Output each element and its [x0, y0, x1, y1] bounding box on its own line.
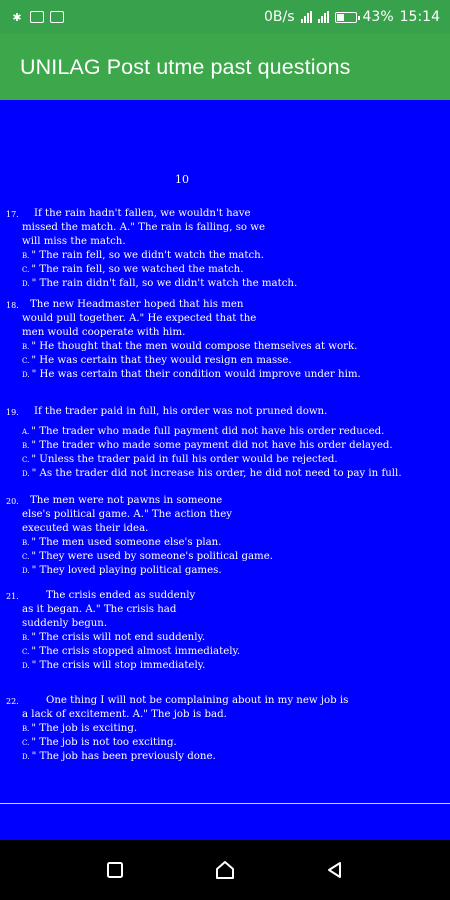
answer-option [22, 659, 240, 673]
question-text-line: The crisis ended as suddenly [46, 590, 196, 601]
option-letter: D. [22, 567, 30, 575]
answer-option [22, 564, 273, 578]
answer-option [22, 750, 348, 764]
option-letter: C. [22, 553, 30, 561]
option-letter: C. [22, 357, 30, 365]
option-letter: B. [22, 252, 30, 260]
option-letter: B. [22, 442, 30, 450]
question-text-line: suddenly begun. [22, 618, 108, 629]
question-text-line: The new Headmaster hoped that his men [30, 299, 244, 310]
question-text-line: If the trader paid in full, his order was not pruned down. [34, 406, 328, 417]
signal-icon-2 [318, 11, 329, 23]
question-number: 17. [6, 210, 19, 219]
question-text-line: The men were not pawns in someone [30, 495, 223, 506]
battery-icon [335, 12, 357, 23]
option-letter: C. [22, 739, 30, 747]
option-text: " They loved playing political games. [31, 565, 222, 576]
option-text: " The rain fell, so we didn't watch the match. [31, 250, 264, 261]
navigation-bar [0, 840, 450, 900]
question-number: 21. [6, 592, 19, 601]
answer-option [22, 439, 402, 453]
answer-option [22, 736, 348, 750]
option-letter: B. [22, 539, 30, 547]
app-bar [0, 34, 450, 100]
home-button[interactable] [205, 850, 245, 890]
option-text: " As the trader did not increase his order, he did not need to pay in full. [31, 468, 402, 479]
question-text-line: will miss the match. [22, 236, 126, 247]
option-letter: C. [22, 456, 30, 464]
question-number: 19. [6, 408, 19, 417]
option-letter: D. [22, 662, 30, 670]
answer-option [22, 368, 361, 382]
option-text: " He was certain that they would resign en masse. [31, 355, 292, 366]
page-number: 10 [175, 173, 189, 186]
answer-option [22, 354, 361, 368]
option-letter: B. [22, 725, 30, 733]
option-text: " The men used someone else's plan. [31, 537, 222, 548]
chart-icon [50, 11, 64, 23]
question-text-line: If the rain hadn't fallen, we wouldn't have [34, 208, 251, 219]
signal-icon [301, 11, 312, 23]
question-text-line: would pull together. A." He expected that the [22, 313, 257, 324]
option-letter: B. [22, 634, 30, 642]
question-text-line: missed the match. A." The rain is falling, so we [22, 222, 266, 233]
battery-percent: 43% [362, 9, 394, 25]
question-block [6, 298, 361, 382]
question-page[interactable] [0, 100, 450, 840]
question-block [6, 589, 241, 673]
page-divider [0, 803, 450, 804]
question-text-line: else's political game. A." The action they [22, 509, 233, 520]
answer-option [22, 340, 361, 354]
option-text: " The crisis will stop immediately. [31, 660, 206, 671]
question-block [6, 494, 273, 578]
option-text: " The trader who made some payment did not have his order delayed. [31, 440, 393, 451]
question-number: 20. [6, 497, 19, 506]
option-text: " He thought that the men would compose themselves at work. [31, 341, 358, 352]
question-block [6, 207, 298, 291]
answer-option [22, 249, 297, 263]
option-text: " They were used by someone's political game. [31, 551, 273, 562]
option-letter: D. [22, 280, 30, 288]
answer-option [22, 631, 240, 645]
back-button[interactable] [315, 850, 355, 890]
answer-option [22, 550, 273, 564]
recents-button[interactable] [95, 850, 135, 890]
option-letter: B. [22, 343, 30, 351]
option-text: " Unless the trader paid in full his order would be rejected. [31, 454, 338, 465]
answer-option [22, 645, 240, 659]
question-text-line: a lack of excitement. A." The job is bad. [22, 709, 227, 720]
network-speed: 0B/s [263, 9, 295, 25]
option-text: " The job has been previously done. [31, 751, 216, 762]
question-block [6, 405, 402, 481]
question-text-line: men would cooperate with him. [22, 327, 186, 338]
option-letter: C. [22, 266, 30, 274]
answer-option [22, 425, 402, 439]
option-text: " He was certain that their condition would improve under him. [31, 369, 361, 380]
question-text-line: as it began. A." The crisis had [22, 604, 177, 615]
question-number: 18. [6, 301, 19, 310]
option-text: " The job is not too exciting. [31, 737, 177, 748]
image-icon [30, 11, 44, 23]
app-title: UNILAG Post utme past questions [20, 54, 351, 79]
question-block [6, 694, 349, 764]
question-text-line: One thing I will not be complaining about in my new job is [46, 695, 349, 706]
option-text: " The crisis stopped almost immediately. [31, 646, 241, 657]
option-letter: D. [22, 753, 30, 761]
square-icon [106, 861, 124, 879]
status-bar [0, 0, 450, 34]
option-letter: D. [22, 470, 30, 478]
option-text: " The job is exciting. [31, 723, 138, 734]
notification-icons [10, 11, 64, 23]
clock: 15:14 [399, 9, 440, 25]
option-letter: A. [22, 428, 30, 436]
question-text-line: executed was their idea. [22, 523, 149, 534]
back-triangle-icon [325, 860, 345, 880]
option-text: " The crisis will not end suddenly. [31, 632, 206, 643]
option-text: " The rain didn't fall, so we didn't watch the match. [31, 278, 298, 289]
answer-option [22, 467, 402, 481]
answer-option [22, 722, 348, 736]
question-number: 22. [6, 697, 19, 706]
answer-option [22, 263, 297, 277]
option-text: " The trader who made full payment did not have his order reduced. [31, 426, 385, 437]
option-letter: C. [22, 648, 30, 656]
answer-option [22, 277, 297, 291]
option-letter: D. [22, 371, 30, 379]
answer-option [22, 453, 402, 467]
option-text: " The rain fell, so we watched the match. [31, 264, 244, 275]
answer-option [22, 536, 273, 550]
bluetooth-icon: ✱ [12, 10, 22, 24]
home-icon [214, 859, 236, 881]
